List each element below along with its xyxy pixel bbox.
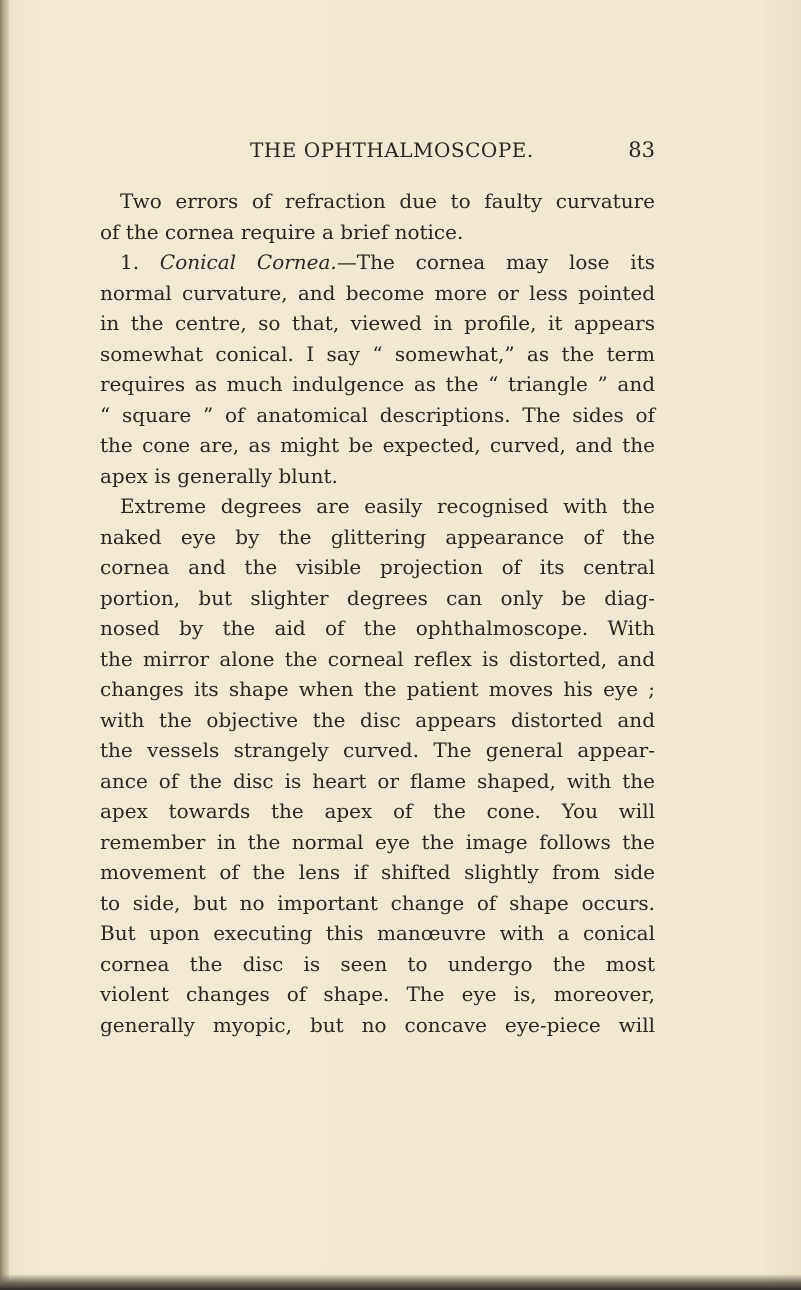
text-line: in the centre, so that, viewed in profile, it appears [100,311,655,335]
text-line: Extreme degrees are easily recognised with the [120,494,655,518]
text-line: Two errors of refraction due to faulty curvature [120,189,655,213]
text-line: “ square ” of anatomical descriptions. The sides of [100,402,655,427]
text-line: ance of the disc is heart or flame shaped, with the [100,768,655,793]
text-line: naked eye by the glittering appearance of the [100,524,655,549]
running-title: THE OPHTHALMOSCOPE. [250,138,534,162]
text-line: to side, but no important change of shape occurs. [100,890,655,915]
body-text [100,186,655,1040]
text-line: the vessels strangely curved. The general appear- [100,738,655,762]
page-number: 83 [628,138,655,162]
text-line: portion, but slighter degrees can only be diag- [100,585,655,610]
text-line: normal curvature, and become more or less pointed [100,280,655,305]
text-run: —The cornea may lose its [336,250,656,274]
running-head [100,138,655,168]
text-line: requires as much indulgence as the “ triangle ” and [100,372,655,396]
list-marker: 1. [120,250,140,274]
text-line: of the cornea require a brief notice. [100,219,464,244]
page-bottom-edge [0,1274,801,1290]
text-line: violent changes of shape. The eye is, moreover, [100,982,655,1006]
text-line [100,247,655,278]
text-line: remember in the normal eye the image follows the [100,829,655,854]
text-line: apex towards the apex of the cone. You will [100,799,655,823]
text-line: somewhat conical. I say “ somewhat,” as the term [100,341,655,366]
text-line: nosed by the aid of the ophthalmoscope. With [100,616,655,640]
text-line: changes its shape when the patient moves his eye ; [100,677,655,701]
text-line: with the objective the disc appears distorted and [100,707,655,732]
text-line: cornea and the visible projection of its central [100,555,655,579]
text-line: cornea the disc is seen to undergo the most [100,951,655,976]
text-line: generally myopic, but no concave eye-piece will [100,1012,655,1037]
binding-edge [0,0,9,1290]
text-line: movement of the lens if shifted slightly from side [100,860,655,884]
text-line: apex is generally blunt. [100,463,338,488]
section-heading: Conical Cornea. [159,250,337,274]
text-line: the cone are, as might be expected, curved, and the [100,433,655,457]
text-line: But upon executing this manœuvre with a conical [100,921,655,945]
text-line: the mirror alone the corneal reflex is distorted, and [100,646,655,671]
